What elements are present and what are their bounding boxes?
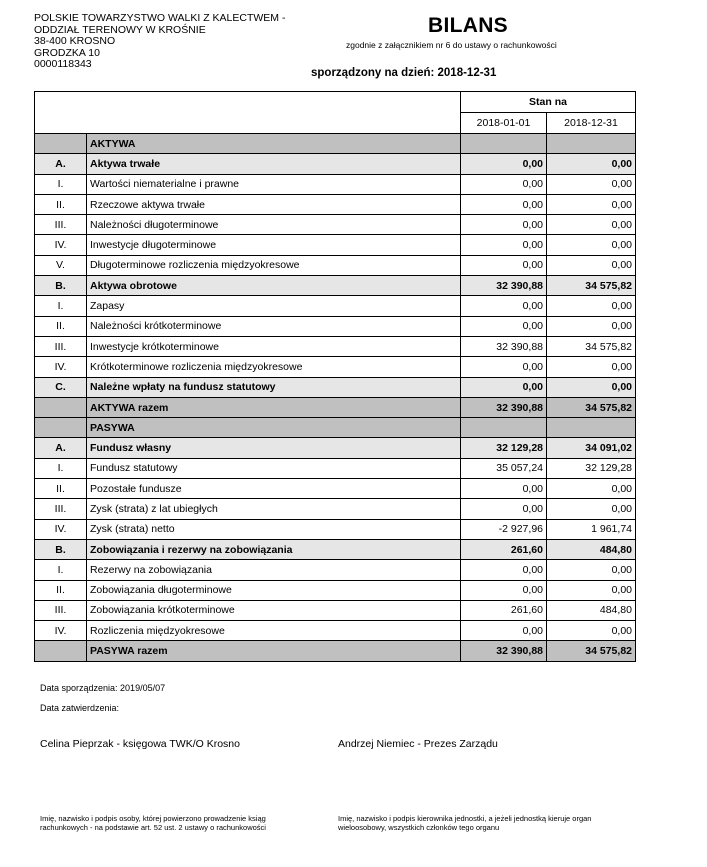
row-value-start: 35 057,24 [461, 458, 547, 478]
row-value-end: 0,00 [547, 255, 636, 275]
table-row [35, 641, 636, 661]
table-row [35, 154, 636, 174]
row-number: I. [35, 560, 87, 580]
table-row [35, 621, 636, 641]
row-value-start: 0,00 [461, 621, 547, 641]
organization-id: 0000118343 [34, 58, 92, 70]
row-value-start: 0,00 [461, 560, 547, 580]
row-label: PASYWA razem [87, 641, 461, 661]
table-row [35, 438, 636, 458]
row-value-start: 0,00 [461, 357, 547, 377]
row-value-start: 0,00 [461, 377, 547, 397]
row-number: B. [35, 539, 87, 559]
signature-note-left [40, 814, 266, 832]
row-value-start: 0,00 [461, 235, 547, 255]
table-row [35, 336, 636, 356]
row-label: Zysk (strata) z lat ubiegłych [87, 499, 461, 519]
row-label: Aktywa trwałe [87, 154, 461, 174]
table-row [35, 276, 636, 296]
row-label: Fundusz statutowy [87, 458, 461, 478]
row-label: Zobowiązania krótkoterminowe [87, 600, 461, 620]
row-label: Zapasy [87, 296, 461, 316]
row-label: Długoterminowe rozliczenia międzyokresowe [87, 255, 461, 275]
row-number: A. [35, 438, 87, 458]
row-label: AKTYWA [87, 134, 461, 154]
row-value-start: 32 390,88 [461, 397, 547, 417]
row-value-start [461, 134, 547, 154]
row-value-end: 0,00 [547, 194, 636, 214]
table-row [35, 418, 636, 438]
row-number: IV. [35, 519, 87, 539]
table-row [35, 255, 636, 275]
header-date-end: 2018-12-31 [547, 113, 636, 134]
row-number [35, 418, 87, 438]
row-label: Należne wpłaty na fundusz statutowy [87, 377, 461, 397]
row-number [35, 134, 87, 154]
table-row [35, 458, 636, 478]
row-value-end: 34 575,82 [547, 397, 636, 417]
table-row [35, 580, 636, 600]
organization-name-line2: ODDZIAŁ TERENOWY W KROŚNIE [34, 23, 206, 36]
balance-table [34, 91, 636, 662]
row-label: Zobowiązania długoterminowe [87, 580, 461, 600]
signature-note-right-line1: Imię, nazwisko i podpis kierownika jednostki, a jeżeli jednostką kieruje organ [338, 814, 592, 823]
table-header-dates-row [35, 113, 636, 134]
row-label: Zobowiązania i rezerwy na zobowiązania [87, 539, 461, 559]
row-value-end: 34 091,02 [547, 438, 636, 458]
table-row [35, 194, 636, 214]
row-number: II. [35, 316, 87, 336]
row-number: I. [35, 296, 87, 316]
row-number: II. [35, 580, 87, 600]
row-value-start: 0,00 [461, 499, 547, 519]
row-label: Wartości niematerialne i prawne [87, 174, 461, 194]
row-number: I. [35, 458, 87, 478]
table-header-row [35, 92, 636, 113]
document-title: BILANS [428, 14, 508, 37]
row-label: Rozliczenia międzyokresowe [87, 621, 461, 641]
table-row [35, 519, 636, 539]
row-number: III. [35, 499, 87, 519]
row-number: IV. [35, 357, 87, 377]
header-stan-na: Stan na [461, 92, 636, 113]
table-row [35, 296, 636, 316]
row-number: IV. [35, 621, 87, 641]
row-number: V. [35, 255, 87, 275]
row-label: PASYWA [87, 418, 461, 438]
row-value-start: 261,60 [461, 539, 547, 559]
row-label: Fundusz własny [87, 438, 461, 458]
row-value-end: 0,00 [547, 316, 636, 336]
row-label: AKTYWA razem [87, 397, 461, 417]
document-subtitle: zgodnie z załącznikiem nr 6 do ustawy o rachunkowości [346, 40, 557, 50]
row-value-start: 0,00 [461, 194, 547, 214]
row-label: Rezerwy na zobowiązania [87, 560, 461, 580]
row-label: Należności krótkoterminowe [87, 316, 461, 336]
table-row [35, 560, 636, 580]
header-date-start: 2018-01-01 [461, 113, 547, 134]
row-value-end: 484,80 [547, 539, 636, 559]
row-value-end: 0,00 [547, 215, 636, 235]
organization-name-line1: POLSKIE TOWARZYSTWO WALKI Z KALECTWEM - [34, 12, 286, 24]
table-row [35, 479, 636, 499]
row-label: Krótkoterminowe rozliczenia międzyokresowe [87, 357, 461, 377]
table-row [35, 316, 636, 336]
row-value-start: 261,60 [461, 600, 547, 620]
table-row [35, 377, 636, 397]
row-value-start: 0,00 [461, 580, 547, 600]
row-number: III. [35, 600, 87, 620]
row-value-end: 0,00 [547, 174, 636, 194]
row-label: Pozostałe fundusze [87, 479, 461, 499]
organization-address-line2: GRODZKA 10 [34, 46, 100, 59]
row-number: A. [35, 154, 87, 174]
signer-left: Celina Pieprzak - księgowa TWK/O Krosno [40, 738, 240, 750]
row-value-end: 484,80 [547, 600, 636, 620]
table-row [35, 499, 636, 519]
row-value-end: 0,00 [547, 154, 636, 174]
row-value-start: 0,00 [461, 215, 547, 235]
organization-block [34, 13, 285, 71]
row-value-end: 32 129,28 [547, 458, 636, 478]
row-value-end: 0,00 [547, 296, 636, 316]
header-blank-cell [35, 92, 461, 113]
row-value-start: 0,00 [461, 479, 547, 499]
header-blank-cell-2 [35, 113, 461, 134]
row-value-start: 32 129,28 [461, 438, 547, 458]
balance-date-line: sporządzony na dzień: 2018-12-31 [311, 67, 497, 79]
row-value-start: 32 390,88 [461, 641, 547, 661]
table-row [35, 134, 636, 154]
row-value-start: 32 390,88 [461, 276, 547, 296]
row-number: IV. [35, 235, 87, 255]
row-label: Inwestycje krótkoterminowe [87, 336, 461, 356]
table-row [35, 215, 636, 235]
row-value-end: 1 961,74 [547, 519, 636, 539]
row-value-start: 0,00 [461, 316, 547, 336]
row-number: I. [35, 174, 87, 194]
row-value-end: 34 575,82 [547, 336, 636, 356]
row-label: Zysk (strata) netto [87, 519, 461, 539]
signer-right: Andrzej Niemiec - Prezes Zarządu [338, 738, 498, 750]
row-value-end: 0,00 [547, 377, 636, 397]
signature-note-left-line2: rachunkowych - na podstawie art. 52 ust. 2 ustawy o rachunkowości [40, 823, 266, 832]
table-row [35, 600, 636, 620]
row-number: III. [35, 215, 87, 235]
row-number: III. [35, 336, 87, 356]
table-row [35, 235, 636, 255]
row-value-end: 0,00 [547, 580, 636, 600]
signature-note-left-line1: Imię, nazwisko i podpis osoby, której powierzono prowadzenie ksiąg [40, 814, 266, 823]
row-value-start: 0,00 [461, 154, 547, 174]
row-number [35, 641, 87, 661]
row-value-end: 0,00 [547, 560, 636, 580]
row-value-start: 32 390,88 [461, 336, 547, 356]
table-row [35, 397, 636, 417]
row-value-end [547, 418, 636, 438]
row-value-end: 0,00 [547, 621, 636, 641]
row-value-end: 0,00 [547, 235, 636, 255]
row-value-start: 0,00 [461, 296, 547, 316]
row-value-start: -2 927,96 [461, 519, 547, 539]
signature-note-right-line2: wieloosobowy, wszystkich członków tego organu [338, 823, 500, 832]
row-value-end [547, 134, 636, 154]
row-value-end: 0,00 [547, 357, 636, 377]
table-row [35, 539, 636, 559]
row-number [35, 397, 87, 417]
row-label: Rzeczowe aktywa trwałe [87, 194, 461, 214]
approval-date: Data zatwierdzenia: [40, 703, 120, 713]
table-row [35, 174, 636, 194]
row-label: Należności długoterminowe [87, 215, 461, 235]
row-label: Aktywa obrotowe [87, 276, 461, 296]
row-value-start [461, 418, 547, 438]
prepared-date: Data sporządzenia: 2019/05/07 [40, 683, 166, 693]
row-value-start: 0,00 [461, 255, 547, 275]
signature-note-right [338, 814, 591, 832]
row-value-end: 0,00 [547, 499, 636, 519]
row-value-start: 0,00 [461, 174, 547, 194]
row-number: II. [35, 194, 87, 214]
organization-address-line1: 38-400 KROSNO [34, 35, 116, 47]
row-value-end: 0,00 [547, 479, 636, 499]
row-number: C. [35, 377, 87, 397]
table-row [35, 357, 636, 377]
row-label: Inwestycje długoterminowe [87, 235, 461, 255]
row-number: II. [35, 479, 87, 499]
row-value-end: 34 575,82 [547, 276, 636, 296]
row-number: B. [35, 276, 87, 296]
row-value-end: 34 575,82 [547, 641, 636, 661]
